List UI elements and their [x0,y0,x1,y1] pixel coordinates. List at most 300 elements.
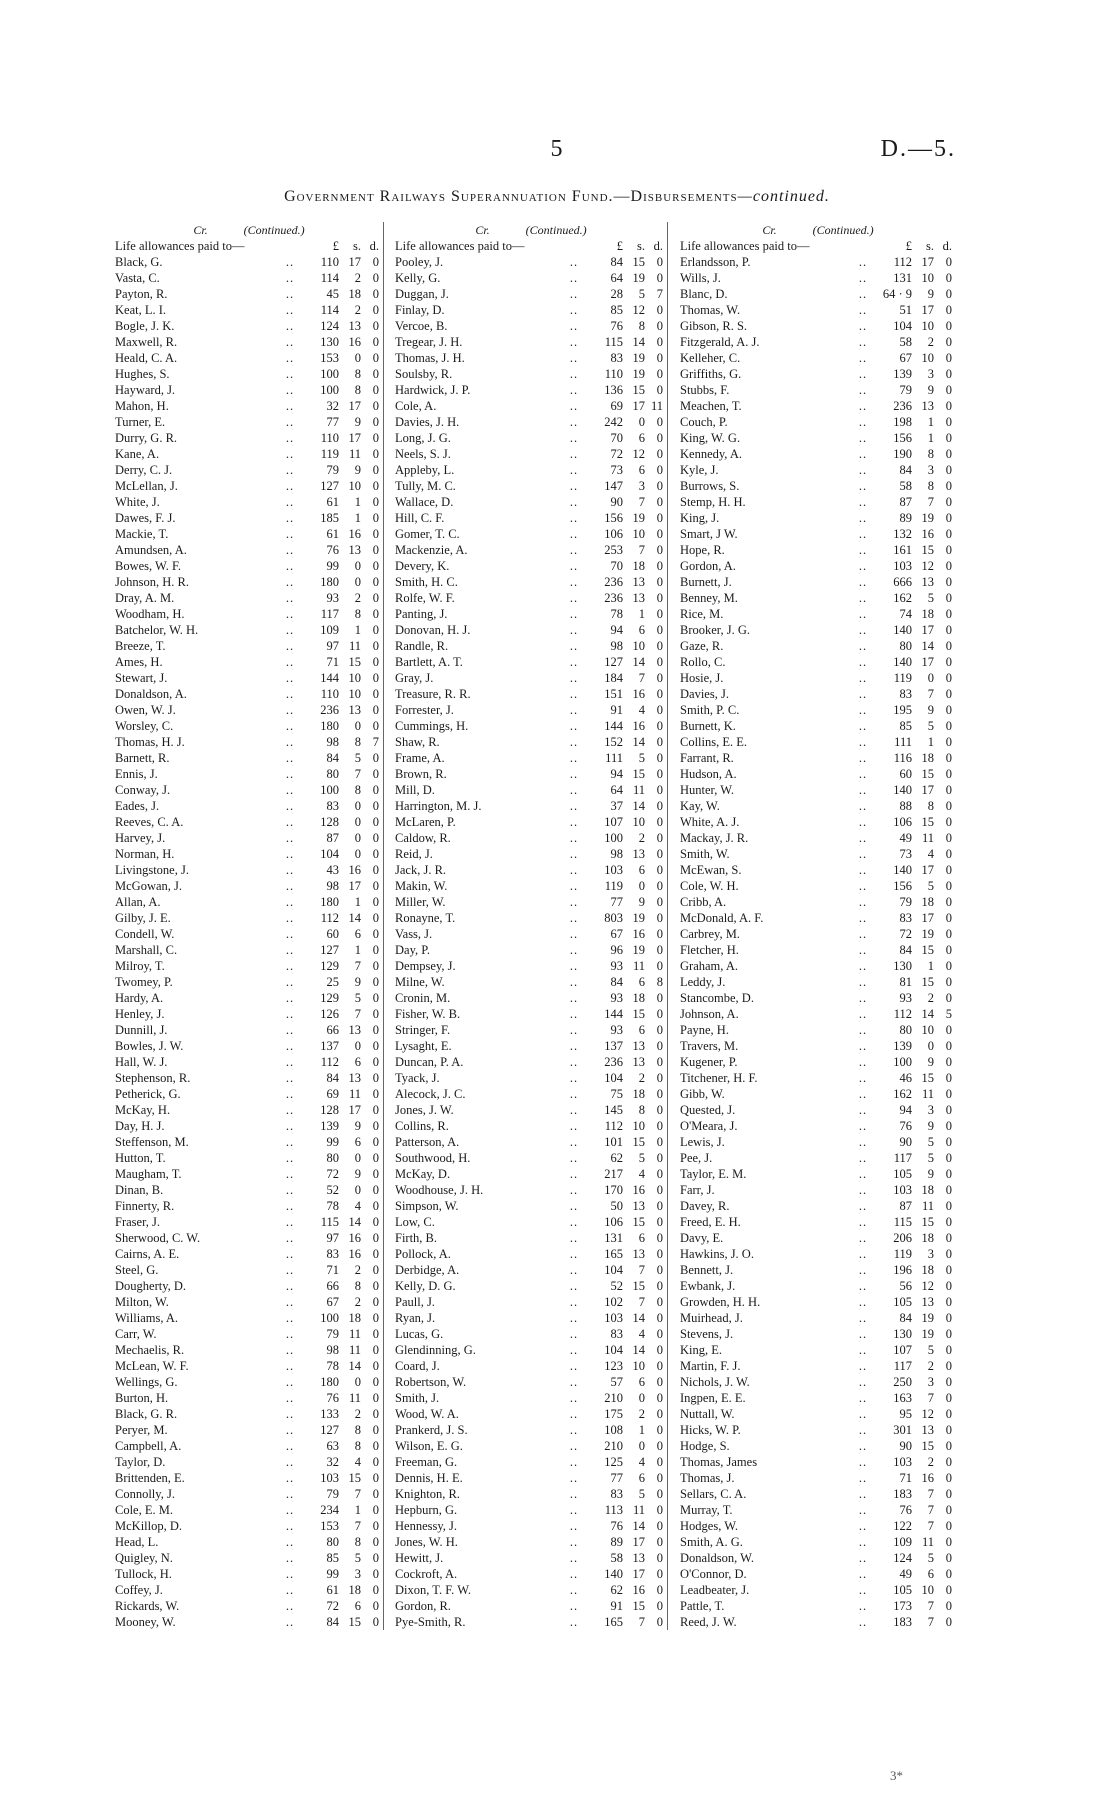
payee-name: Kugener, P. [680,1055,738,1069]
leader-dots: .. [858,863,868,877]
leader-dots: .. [858,639,868,653]
pounds-value: 210 [604,1439,623,1453]
shillings-value: 2 [354,1407,361,1421]
ledger-row [115,1566,383,1582]
payee-name: Mahon, H. [115,399,169,413]
leader-dots: .. [285,575,295,589]
payee-name: Heald, C. A. [115,351,178,365]
shillings-value: 10 [348,687,361,701]
pounds-value: 49 [899,831,912,845]
ledger-row [115,638,383,654]
ledger-row [115,942,383,958]
shillings-value: 1 [927,431,934,445]
pence-value: 0 [656,783,663,797]
pence-value: 0 [372,1263,379,1277]
pounds-value: 152 [604,735,623,749]
shillings-header: s. [926,239,934,253]
leader-dots: .. [858,959,868,973]
pence-value: 0 [372,367,379,381]
leader-dots: .. [569,1295,579,1309]
leader-dots: .. [285,655,295,669]
ledger-row [395,814,667,830]
pounds-value: 84 [326,1615,339,1629]
pounds-value: 78 [326,1199,339,1213]
shillings-value: 15 [921,943,934,957]
payee-name: Kelleher, C. [680,351,741,365]
leader-dots: .. [569,655,579,669]
payee-name: Pattle, T. [680,1599,725,1613]
shillings-value: 14 [632,799,645,813]
pounds-value: 69 [610,399,623,413]
ledger-row [395,254,667,270]
shillings-value: 3 [354,1567,361,1581]
pounds-value: 115 [604,335,623,349]
pounds-value: 190 [893,447,912,461]
pence-value: 0 [945,1535,952,1549]
column-continued-header [115,222,383,238]
leader-dots: .. [569,1439,579,1453]
pence-value: 0 [656,367,663,381]
ledger-row [680,782,956,798]
leader-dots: .. [285,1615,295,1629]
ledger-row [115,1486,383,1502]
leader-dots: .. [858,591,868,605]
pounds-header: £ [905,239,912,253]
payee-name: Livingstone, J. [115,863,189,877]
pounds-value: 100 [893,1055,912,1069]
payee-name: Mackie, T. [115,527,169,541]
leader-dots: .. [858,1119,868,1133]
leader-dots: .. [569,1615,579,1629]
ledger-row [115,590,383,606]
payee-name: Kennedy, A. [680,447,743,461]
shillings-value: 17 [921,655,934,669]
leader-dots: .. [569,399,579,413]
pence-value: 0 [372,1231,379,1245]
pounds-value: 79 [326,1327,339,1341]
ledger-row [395,782,667,798]
pence-value: 0 [945,1343,952,1357]
ledger-row [395,1406,667,1422]
payee-name: Tyack, J. [395,1071,440,1085]
shillings-value: 1 [354,495,361,509]
ledger-row [115,254,383,270]
pounds-value: 113 [604,1503,623,1517]
ledger-row [395,846,667,862]
leader-dots: .. [569,943,579,957]
leader-dots: .. [858,767,868,781]
ledger-row [680,1086,956,1102]
ledger-row [680,670,956,686]
pence-value: 5 [945,1007,952,1021]
pence-value: 0 [656,1615,663,1629]
shillings-value: 15 [632,1007,645,1021]
ledger-row [395,1086,667,1102]
ledger-row [115,1294,383,1310]
ledger-row [115,270,383,286]
payee-name: Lysaght, E. [395,1039,452,1053]
ledger-row [115,686,383,702]
shillings-value: 19 [632,367,645,381]
pounds-value: 242 [604,415,623,429]
pence-value: 0 [372,303,379,317]
ledger-row [680,1598,956,1614]
ledger-row [115,1118,383,1134]
leader-dots: .. [285,607,295,621]
shillings-value: 5 [927,1551,934,1565]
pounds-value: 139 [320,1119,339,1133]
shillings-value: 0 [354,575,361,589]
pounds-value: 85 [326,1551,339,1565]
pence-value: 0 [656,719,663,733]
pence-value: 0 [945,1087,952,1101]
pounds-value: 32 [326,1455,339,1469]
ledger-row [395,350,667,366]
pounds-value: 144 [320,671,339,685]
pence-value: 0 [372,1487,379,1501]
payee-name: Black, G. [115,255,163,269]
shillings-value: 7 [354,1519,361,1533]
shillings-value: 1 [354,511,361,525]
shillings-value: 18 [921,751,934,765]
payee-name: Kyle, J. [680,463,719,477]
payee-name: Bennett, J. [680,1263,734,1277]
pence-value: 0 [945,1423,952,1437]
pounds-value: 87 [899,1199,912,1213]
pence-value: 0 [656,1295,663,1309]
leader-dots: .. [569,543,579,557]
pounds-value: 129 [320,959,339,973]
pounds-value: 90 [899,1439,912,1453]
shillings-value: 18 [921,1183,934,1197]
ledger-row [395,1294,667,1310]
shillings-value: 12 [632,447,645,461]
payee-name: Marshall, C. [115,943,178,957]
leader-dots: .. [858,367,868,381]
pounds-value: 91 [610,1599,623,1613]
shillings-value: 1 [638,1423,645,1437]
pence-value: 0 [372,879,379,893]
ledger-row [115,958,383,974]
shillings-value: 12 [921,1407,934,1421]
payee-name: Keat, L. I. [115,303,167,317]
ledger-row [395,926,667,942]
ledger-row [115,622,383,638]
pence-value: 0 [945,463,952,477]
shillings-value: 16 [632,687,645,701]
ledger-row [115,718,383,734]
pence-value: 0 [372,559,379,573]
pence-value: 0 [372,623,379,637]
pounds-value: 110 [320,255,339,269]
leader-dots: .. [569,1279,579,1293]
shillings-value: 7 [927,495,934,509]
leader-dots: .. [285,1391,295,1405]
leader-dots: .. [569,1407,579,1421]
pounds-value: 126 [320,1007,339,1021]
leader-dots: .. [569,591,579,605]
pounds-value: 130 [320,335,339,349]
pounds-value: 103 [893,1455,912,1469]
leader-dots: .. [858,479,868,493]
pounds-value: 45 [326,287,339,301]
cr-label: Cr. [193,223,208,237]
leader-dots: .. [569,479,579,493]
ledger-row [115,654,383,670]
ledger-column-2 [395,222,668,1630]
pounds-value: 56 [899,1279,912,1293]
payee-name: Dempsey, J. [395,959,456,973]
ledger-row [395,830,667,846]
pounds-value: 180 [320,719,339,733]
pounds-value: 109 [320,623,339,637]
ledger-row [680,1518,956,1534]
pence-header: d. [942,239,952,253]
leader-dots: .. [858,1087,868,1101]
shillings-value: 16 [921,1471,934,1485]
shillings-value: 12 [921,1279,934,1293]
shillings-value: 14 [348,1359,361,1373]
pounds-value: 100 [320,1311,339,1325]
ledger-row [115,494,383,510]
shillings-value: 6 [638,1471,645,1485]
ledger-row [680,990,956,1006]
payee-name: Brown, R. [395,767,447,781]
payee-name: Frame, A. [395,751,445,765]
ledger-row [680,1454,956,1470]
pence-value: 0 [372,1167,379,1181]
pence-value: 0 [945,815,952,829]
pounds-value: 136 [604,383,623,397]
ledger-row [115,1518,383,1534]
ledger-row [115,366,383,382]
payee-name: Panting, J. [395,607,448,621]
leader-dots: .. [285,367,295,381]
shillings-value: 3 [927,463,934,477]
shillings-value: 2 [927,1455,934,1469]
ledger-row [115,878,383,894]
pence-value: 0 [945,975,952,989]
pounds-value: 62 [610,1151,623,1165]
pence-value: 0 [945,1215,952,1229]
pence-value: 0 [656,703,663,717]
page-heading [0,188,1114,206]
pence-value: 0 [945,543,952,557]
ledger-row [115,1054,383,1070]
ledger-row [395,750,667,766]
ledger-row [680,766,956,782]
shillings-value: 11 [632,1503,645,1517]
pounds-value: 99 [326,559,339,573]
pounds-value: 140 [893,655,912,669]
pence-value: 0 [945,1455,952,1469]
pounds-value: 83 [899,911,912,925]
ledger-row [680,1406,956,1422]
pounds-value: 107 [604,815,623,829]
pence-value: 0 [656,671,663,685]
leader-dots: .. [569,1583,579,1597]
leader-dots: .. [285,255,295,269]
payee-name: Hennessy, J. [395,1519,458,1533]
shillings-value: 10 [632,639,645,653]
shillings-value: 14 [632,1343,645,1357]
leader-dots: .. [569,1471,579,1485]
pounds-value: 75 [610,1087,623,1101]
payee-name: Taylor, E. M. [680,1167,747,1181]
ledger-row [115,814,383,830]
shillings-value: 11 [921,1199,934,1213]
payee-name: Hawkins, J. O. [680,1247,754,1261]
payee-name: Randle, R. [395,639,449,653]
page-number: 5 [550,136,564,162]
payee-name: Kane, A. [115,447,160,461]
shillings-value: 8 [354,1279,361,1293]
pence-value: 0 [945,559,952,573]
ledger-row [680,526,956,542]
pence-value: 0 [945,1055,952,1069]
pounds-value: 83 [610,1487,623,1501]
payee-name: Coffey, J. [115,1583,163,1597]
leader-dots: .. [285,1103,295,1117]
ledger-row [395,414,667,430]
payee-name: Quested, J. [680,1103,736,1117]
payee-name: Southwood, H. [395,1151,471,1165]
pounds-value: 93 [610,959,623,973]
pounds-value: 67 [326,1295,339,1309]
payee-name: Campbell, A. [115,1439,182,1453]
pounds-value: 87 [326,831,339,845]
payee-name: Finlay, D. [395,303,445,317]
payee-name: Bartlett, A. T. [395,655,463,669]
leader-dots: .. [285,1519,295,1533]
payee-name: Harrington, M. J. [395,799,482,813]
pence-value: 0 [372,1343,379,1357]
ledger-row [395,286,667,302]
leader-dots: .. [285,591,295,605]
leader-dots: .. [858,287,868,301]
leader-dots: .. [285,1503,295,1517]
shillings-value: 11 [632,783,645,797]
payee-name: Ingpen, E. E. [680,1391,746,1405]
shillings-value: 18 [921,1231,934,1245]
leader-dots: .. [285,1039,295,1053]
payee-name: Stewart, J. [115,671,168,685]
pounds-value: 97 [326,1231,339,1245]
pence-value: 0 [945,639,952,653]
shillings-value: 13 [632,847,645,861]
leader-dots: .. [285,815,295,829]
shillings-value: 5 [927,1343,934,1357]
shillings-value: 7 [927,1391,934,1405]
pounds-value: 107 [893,1343,912,1357]
pence-value: 0 [945,1247,952,1261]
payee-name: Jones, W. H. [395,1535,458,1549]
pence-value: 0 [945,1519,952,1533]
pence-value: 0 [372,1535,379,1549]
ledger-row [395,366,667,382]
payee-name: Smart, J W. [680,527,738,541]
pence-value: 0 [372,991,379,1005]
pence-value: 11 [650,399,663,413]
pounds-value: 119 [604,879,623,893]
pounds-value: 236 [604,1055,623,1069]
ledger-row [395,574,667,590]
ledger-row [680,1198,956,1214]
leader-dots: .. [285,847,295,861]
pounds-value: 112 [320,911,339,925]
leader-dots: .. [858,543,868,557]
shillings-value: 15 [632,1135,645,1149]
leader-dots: .. [858,1375,868,1389]
payee-name: Sherwood, C. W. [115,1231,201,1245]
payee-name: O'Meara, J. [680,1119,738,1133]
ledger-row [115,830,383,846]
shillings-value: 17 [632,1535,645,1549]
leader-dots: .. [285,1215,295,1229]
pounds-value: 111 [894,735,912,749]
ledger-row [680,1358,956,1374]
leader-dots: .. [569,1199,579,1213]
leader-dots: .. [858,991,868,1005]
leader-dots: .. [285,1231,295,1245]
leader-dots: .. [569,495,579,509]
shillings-value: 17 [348,879,361,893]
pounds-value: 74 [899,607,912,621]
pence-value: 0 [945,351,952,365]
shillings-value: 1 [354,943,361,957]
ledger-row [115,1166,383,1182]
payee-name: White, A. J. [680,815,740,829]
pence-value: 0 [656,815,663,829]
shillings-value: 15 [921,1215,934,1229]
ledger-row [395,398,667,414]
pounds-value: 64 [610,271,623,285]
pence-value: 0 [372,975,379,989]
pence-value: 0 [656,591,663,605]
leader-dots: .. [858,1599,868,1613]
leader-dots: .. [569,1535,579,1549]
shillings-value: 16 [348,1231,361,1245]
shillings-value: 17 [348,255,361,269]
ledger-row [115,798,383,814]
ledger-row [115,862,383,878]
shillings-value: 2 [927,991,934,1005]
ledger-row [395,862,667,878]
pounds-value: 61 [326,1583,339,1597]
pounds-value: 72 [610,447,623,461]
pounds-value: 173 [893,1599,912,1613]
payee-name: Milne, W. [395,975,445,989]
pounds-value: 162 [893,591,912,605]
payee-name: Ryan, J. [395,1311,436,1325]
leader-dots: .. [569,527,579,541]
pounds-value: 127 [320,479,339,493]
pounds-value: 236 [893,399,912,413]
ledger-row [395,654,667,670]
shillings-value: 3 [927,1103,934,1117]
pounds-value: 89 [899,511,912,525]
continued-label: (Continued.) [525,223,587,237]
leader-dots: .. [569,799,579,813]
payee-name: Hall, W. J. [115,1055,168,1069]
ledger-row [115,1422,383,1438]
payee-name: Thomas, H. J. [115,735,185,749]
payee-name: Fitzgerald, A. J. [680,335,760,349]
ledger-row [680,1534,956,1550]
pence-value: 0 [656,1167,663,1181]
ledger-row [395,1390,667,1406]
pence-value: 0 [656,1039,663,1053]
